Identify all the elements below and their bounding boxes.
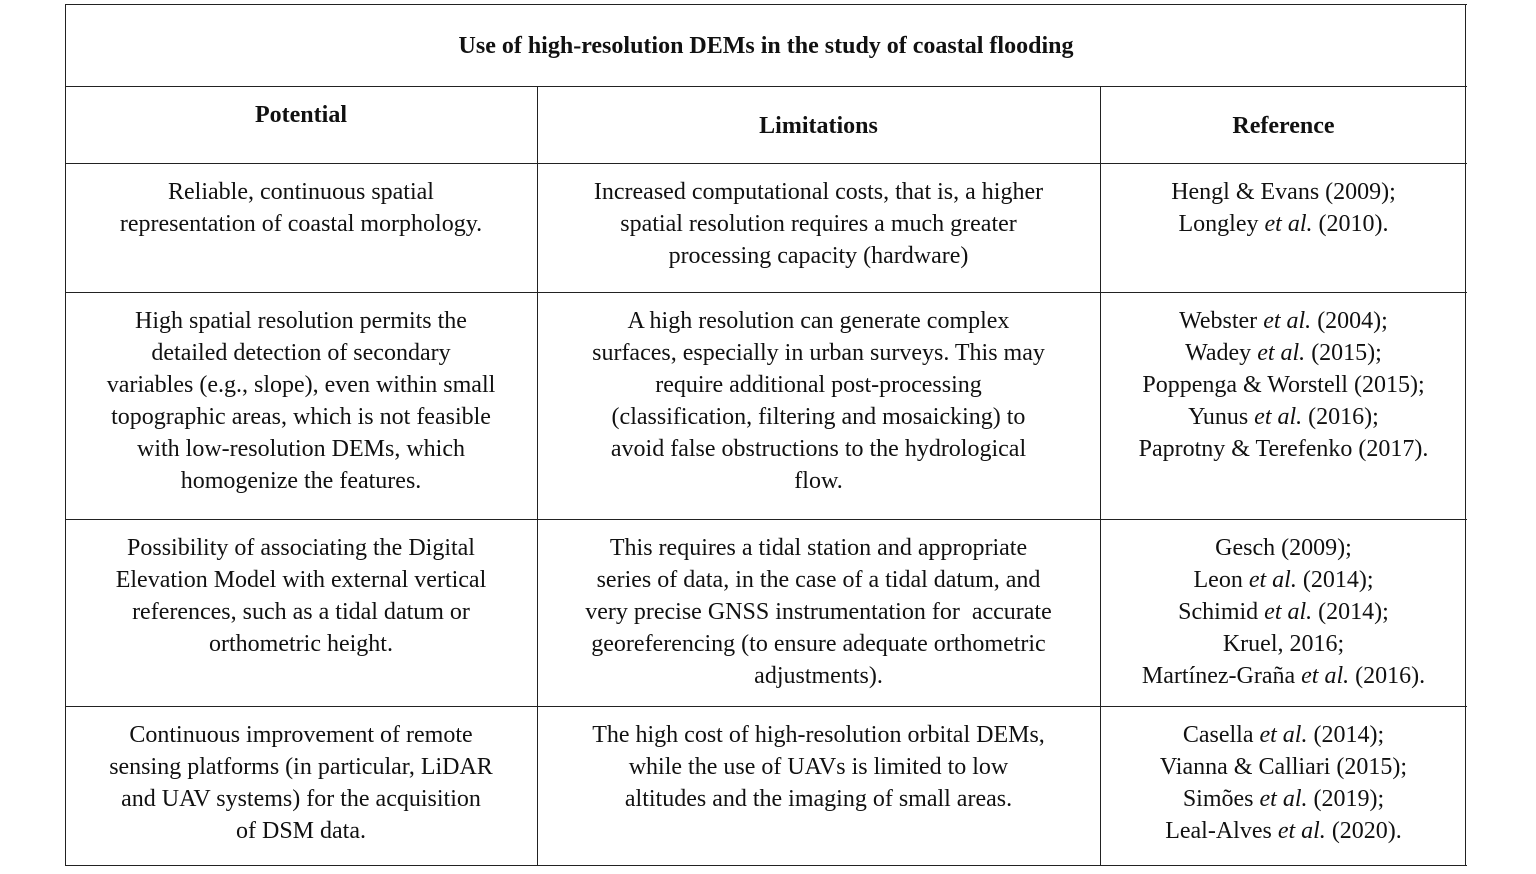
cell-reference <box>1100 176 1467 240</box>
table-border-bottom <box>65 865 1467 866</box>
header-limitations: Limitations <box>759 113 878 139</box>
cell-reference <box>1100 532 1467 692</box>
reference-entry: Leon et al. (2014); <box>1193 567 1374 593</box>
reference-entry: Vianna & Calliari (2015); <box>1159 754 1408 780</box>
cell-limitations: The high cost of high-resolution orbital DEMs, while the use of UAVs is limited to low altitudes and the imaging of small areas. <box>592 722 1045 812</box>
header-potential: Potential <box>255 102 347 128</box>
reference-entry: Schimid et al. (2014); <box>1178 599 1389 625</box>
table <box>65 4 1467 866</box>
cell-potential: High spatial resolution permits the detailed detection of secondary variables (e.g., slope), even within small topographic areas, which is not feasible with low-resolution DEMs, which homogenize the features. <box>106 308 496 494</box>
reference-entry: Longley et al. (2010). <box>1178 211 1389 237</box>
header-reference: Reference <box>1232 113 1335 139</box>
reference-entry: Yunus et al. (2016); <box>1188 404 1379 430</box>
cell-reference <box>1100 719 1467 847</box>
reference-entry: Paprotny & Terefenko (2017). <box>1138 436 1429 462</box>
row-divider-3 <box>65 706 1467 707</box>
header-divider <box>65 163 1467 164</box>
reference-entry: Leal-Alves et al. (2020). <box>1165 818 1402 844</box>
table-title: Use of high-resolution DEMs in the study of coastal flooding <box>458 33 1074 59</box>
row-divider-1 <box>65 292 1467 293</box>
cell-limitations: A high resolution can generate complex surfaces, especially in urban surveys. This may require additional post-processing (classification, filtering and mosaicking) to avoid false obstructions to the hydrological flow. <box>592 308 1045 494</box>
reference-entry: Webster et al. (2004); <box>1179 308 1388 334</box>
title-divider <box>65 86 1467 87</box>
reference-entry: Gesch (2009); <box>1215 535 1352 561</box>
cell-limitations: Increased computational costs, that is, a higher spatial resolution requires a much greater processing capacity (hardware) <box>593 179 1044 269</box>
reference-entry: Poppenga & Worstell (2015); <box>1142 372 1425 398</box>
cell-potential: Continuous improvement of remote sensing platforms (in particular, LiDAR and UAV systems) for the acquisition of DSM data. <box>109 722 493 844</box>
reference-entry: Martínez-Graña et al. (2016). <box>1141 663 1426 689</box>
reference-entry: Casella et al. (2014); <box>1182 722 1385 748</box>
reference-entry: Simões et al. (2019); <box>1182 786 1385 812</box>
row-divider-2 <box>65 519 1467 520</box>
cell-potential: Possibility of associating the Digital Elevation Model with external vertical references, such as a tidal datum or orthometric height. <box>115 535 487 657</box>
reference-entry: Wadey et al. (2015); <box>1185 340 1382 366</box>
cell-limitations: This requires a tidal station and appropriate series of data, in the case of a tidal datum, and very precise GNSS instrumentation for accurate georeferencing (to ensure adequate orthometric adjustments). <box>585 535 1052 689</box>
cell-reference <box>1100 305 1467 465</box>
reference-entry: Kruel, 2016; <box>1222 631 1345 657</box>
reference-entry: Hengl & Evans (2009); <box>1171 179 1396 205</box>
cell-potential: Reliable, continuous spatial representation of coastal morphology. <box>119 179 483 237</box>
table-border-top <box>65 4 1467 5</box>
